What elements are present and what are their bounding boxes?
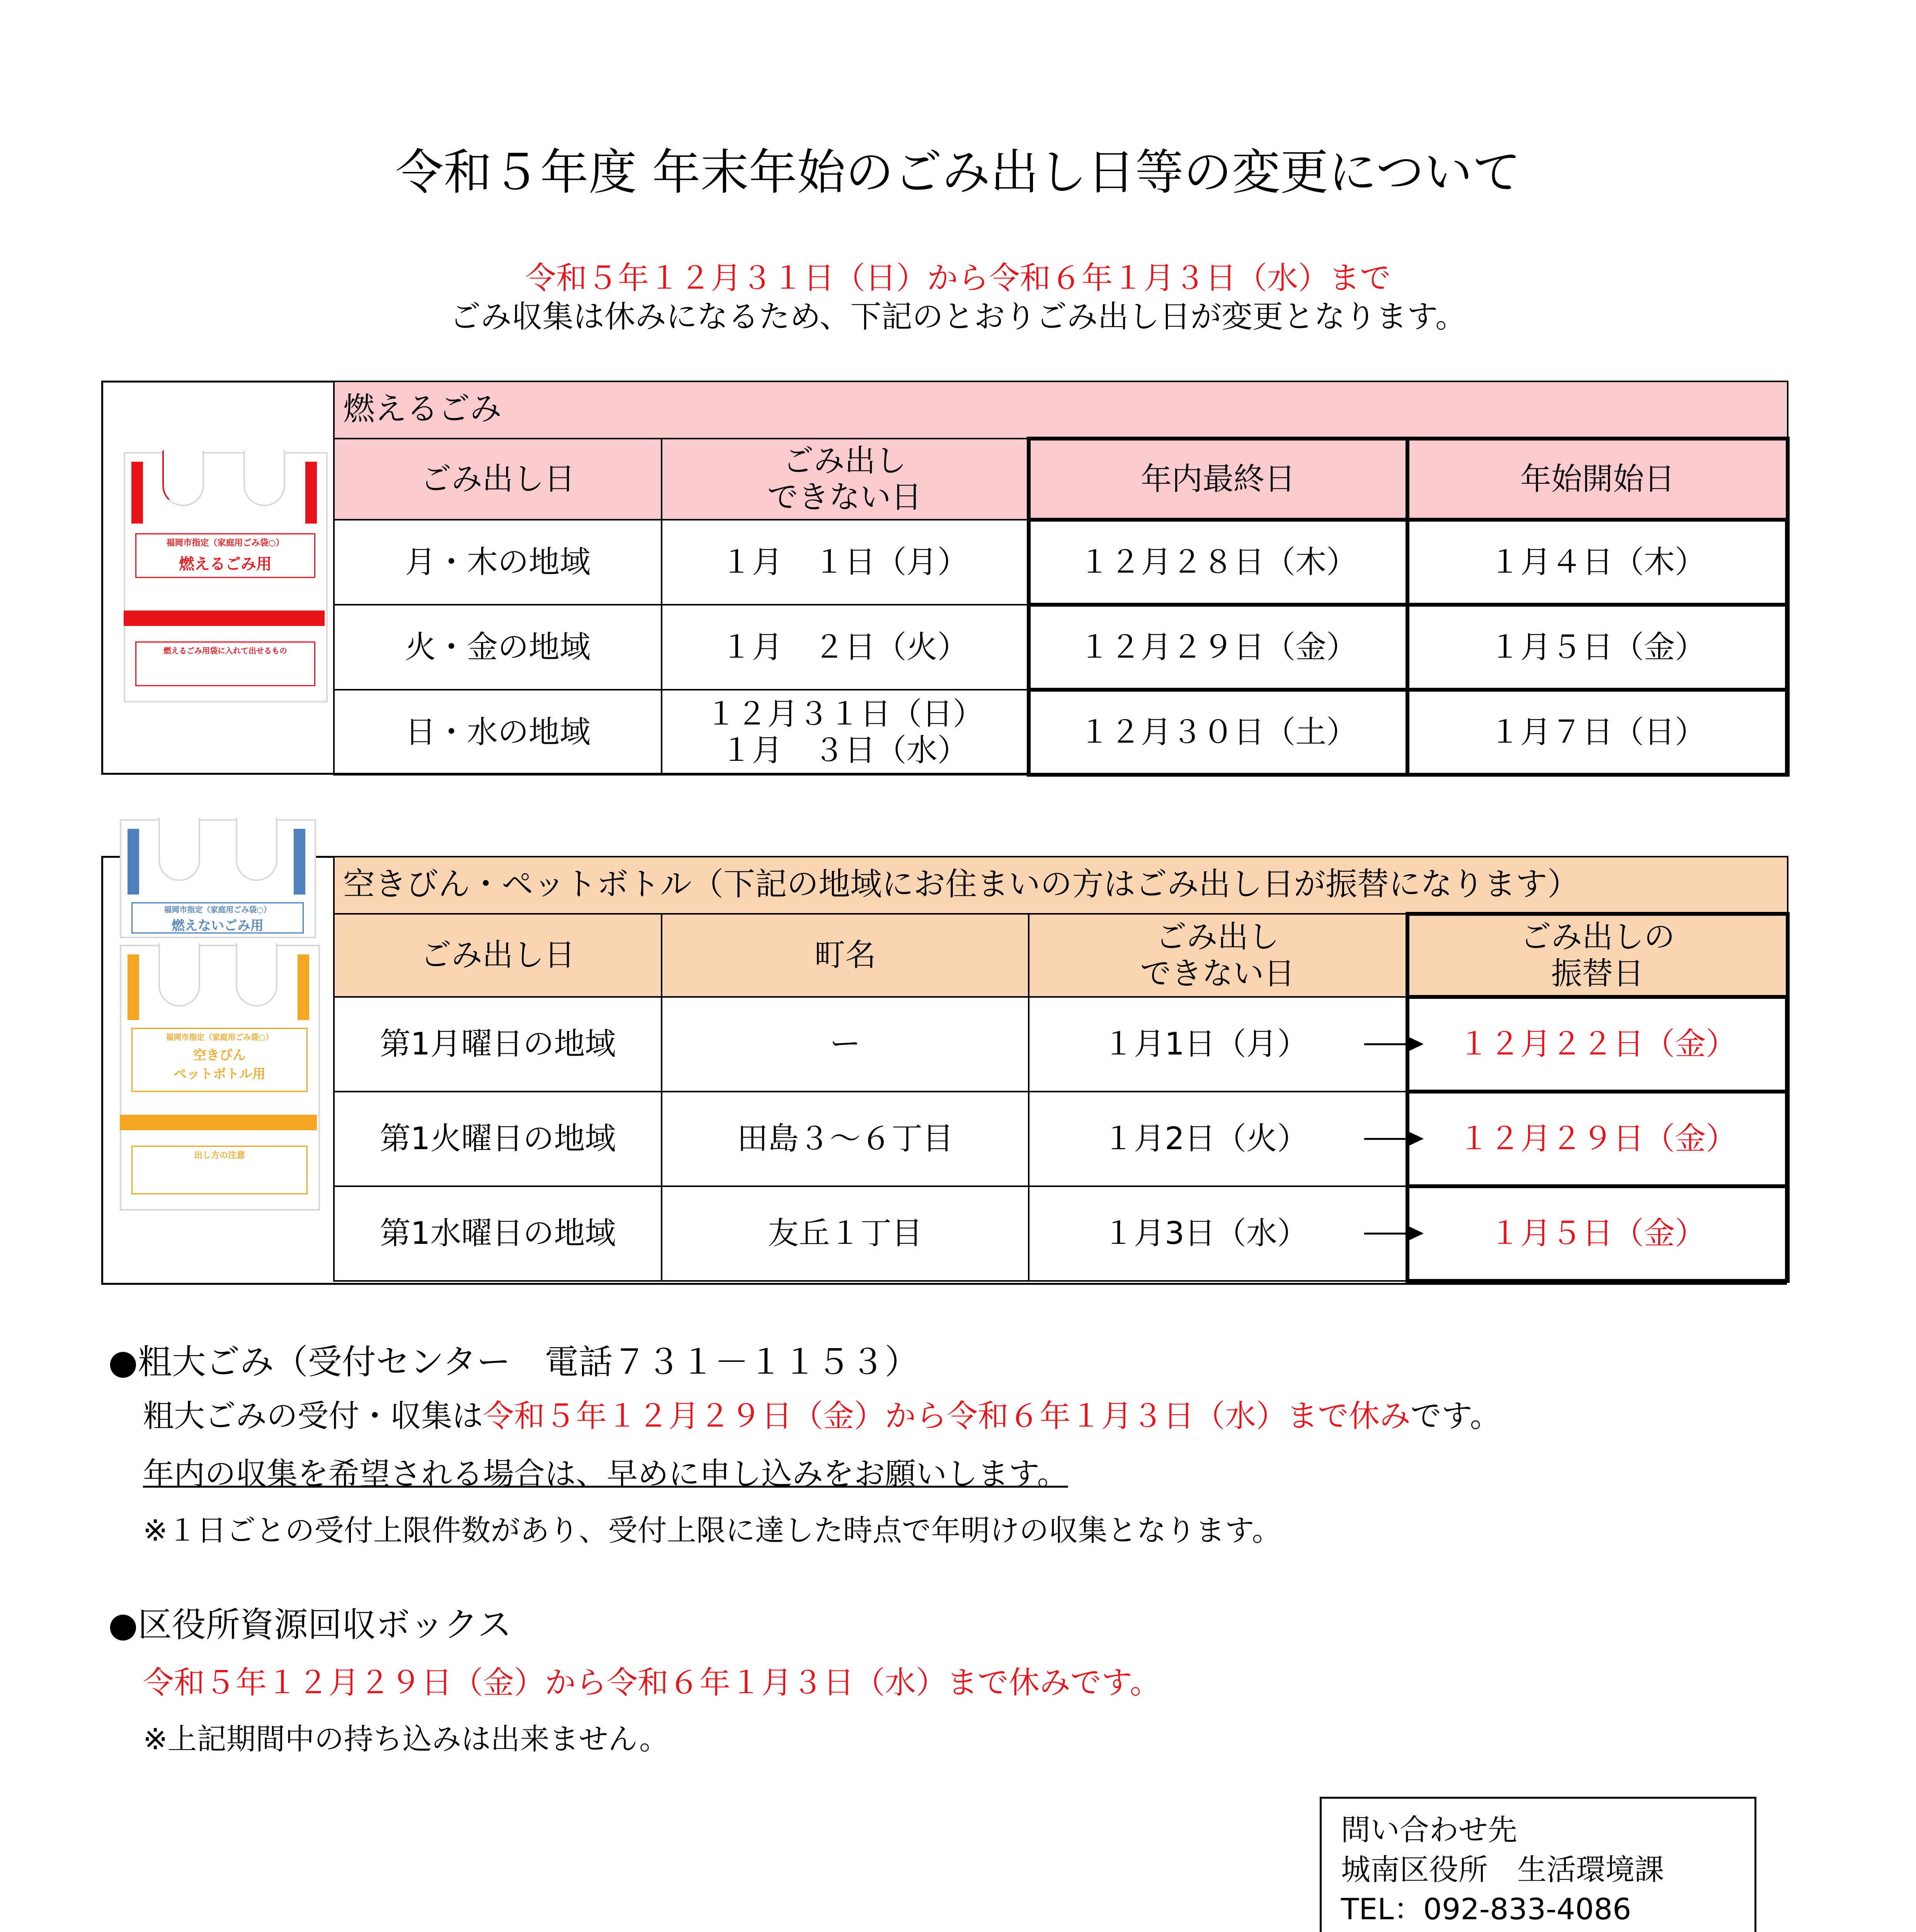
area-cell: 第1水曜日の地域 xyxy=(334,1186,662,1281)
new-date-cell: １２月２９日（金） xyxy=(1407,1092,1788,1186)
arrow-icon xyxy=(1364,1138,1422,1140)
oversize-heading: ●粗大ごみ（受付センター 電話７３１－１１５３） xyxy=(108,1342,919,1382)
bottles-section-title: 空きびん・ペットボトル（下記の地域にお住まいの方はごみ出し日が振替になります） xyxy=(334,857,1788,914)
table-row xyxy=(334,520,1788,605)
notice-period: 令和５年１２月３１日（日）から令和６年１月３日（水）まで xyxy=(525,260,1391,296)
nonburnable-bag-image xyxy=(120,819,317,939)
recycle-line2: ※上記期間中の持ち込みは出来ません。 xyxy=(143,1722,669,1756)
table-row xyxy=(334,997,1788,1092)
last-cell: １２月２８日（木） xyxy=(1029,520,1407,605)
contact-box xyxy=(1320,1797,1756,1932)
bag-label: 燃えないごみ用 xyxy=(172,918,264,934)
contact-tel: TEL：092-833-4086 xyxy=(1341,1892,1632,1927)
arrow-icon xyxy=(1364,1043,1422,1045)
bag-top-label: 福岡市指定（家庭用ごみ袋○） xyxy=(166,538,284,548)
area-cell: 第1火曜日の地域 xyxy=(334,1092,662,1186)
burnable-section-title: 燃えるごみ xyxy=(334,381,1788,439)
off-cell xyxy=(1029,1186,1407,1281)
burnable-bag-image xyxy=(124,452,328,703)
bag-label: 空きびん ペットボトル用 xyxy=(174,1048,265,1082)
header-cell: ごみ出し できない日 xyxy=(662,439,1029,520)
start-cell: １月４日（木） xyxy=(1407,520,1788,605)
header-cell: 町名 xyxy=(662,914,1029,997)
off-cell: １２月３１日（日） １月 ３日（水） xyxy=(662,690,1029,775)
area-cell: 日・水の地域 xyxy=(334,690,662,775)
header-cell: 年始開始日 xyxy=(1407,439,1788,520)
start-cell: １月５日（金） xyxy=(1407,605,1788,690)
new-date-cell: １２月２２日（金） xyxy=(1407,997,1788,1092)
oversize-line1-red: 令和５年１２月２９日（金）から令和６年１月３日（水）まで休み xyxy=(483,1398,1411,1434)
oversize-line1 xyxy=(143,1391,1501,1435)
new-date-cell: １月５日（金） xyxy=(1407,1186,1788,1281)
area-cell: 第1月曜日の地域 xyxy=(334,997,662,1092)
contact-label: 問い合わせ先 xyxy=(1341,1813,1517,1847)
header-cell: ごみ出し日 xyxy=(334,439,662,520)
off-text: １月1日（月） xyxy=(1103,1026,1308,1062)
recycle-line1: 令和５年１２月２９日（金）から令和６年１月３日（水）まで休みです。 xyxy=(143,1665,1161,1701)
off-text: １月2日（火） xyxy=(1103,1121,1308,1157)
last-cell: １２月３０日（土） xyxy=(1029,690,1407,775)
off-cell xyxy=(1029,1092,1407,1186)
arrow-icon xyxy=(1364,1233,1422,1235)
town-cell: 田島３～６丁目 xyxy=(662,1092,1029,1186)
off-cell: １月 ２日（火） xyxy=(662,605,1029,690)
last-cell: １２月２９日（金） xyxy=(1029,605,1407,690)
table-row xyxy=(334,690,1788,775)
bag-top-label: 福岡市指定（家庭用ごみ袋○） xyxy=(166,1032,273,1042)
bag-footer: 出し方の注意 xyxy=(194,1151,245,1160)
off-cell: １月 １日（月） xyxy=(662,520,1029,605)
bag-top-label: 福岡市指定（家庭用ごみ袋○） xyxy=(164,905,271,914)
area-cell: 火・金の地域 xyxy=(334,605,662,690)
table-row xyxy=(334,1186,1788,1281)
recycle-heading: ●区役所資源回収ボックス xyxy=(108,1605,512,1645)
oversize-line3: ※１日ごとの受付上限件数があり、受付上限に達した時点で年明けの収集となります。 xyxy=(143,1513,1281,1548)
bag-footer: 燃えるごみ用袋に入れて出せるもの xyxy=(163,646,287,655)
header-cell: ごみ出し日 xyxy=(334,914,662,997)
off-cell xyxy=(1029,997,1407,1092)
town-cell: 友丘１丁目 xyxy=(662,1186,1029,1281)
notice-text: ごみ収集は休みになるため、下記のとおりごみ出し日が変更となります。 xyxy=(449,299,1467,335)
off-text: １月3日（水） xyxy=(1103,1215,1308,1252)
oversize-line2: 年内の収集を希望される場合は、早めに申し込みをお願いします。 xyxy=(143,1456,1068,1492)
start-cell: １月７日（日） xyxy=(1407,690,1788,775)
oversize-line1-a: 粗大ごみの受付・収集は xyxy=(143,1398,483,1434)
oversize-line1-b: です。 xyxy=(1411,1398,1501,1434)
contact-office: 城南区役所 生活環境課 xyxy=(1341,1852,1664,1887)
header-cell: ごみ出しの 振替日 xyxy=(1407,914,1788,997)
burnable-table xyxy=(333,381,1790,777)
bottles-table xyxy=(333,856,1790,1283)
bottle-bag-image xyxy=(120,945,321,1211)
header-cell: 年内最終日 xyxy=(1029,439,1407,520)
contact-fax xyxy=(1341,1929,1735,1932)
town-cell: ー xyxy=(662,997,1029,1092)
bag-label: 燃えるごみ用 xyxy=(179,555,272,573)
area-cell: 月・木の地域 xyxy=(334,520,662,605)
header-cell: ごみ出し できない日 xyxy=(1029,914,1407,997)
page-title: 令和５年度 年末年始のごみ出し日等の変更について xyxy=(395,145,1521,201)
table-row xyxy=(334,1092,1788,1186)
table-row xyxy=(334,605,1788,690)
